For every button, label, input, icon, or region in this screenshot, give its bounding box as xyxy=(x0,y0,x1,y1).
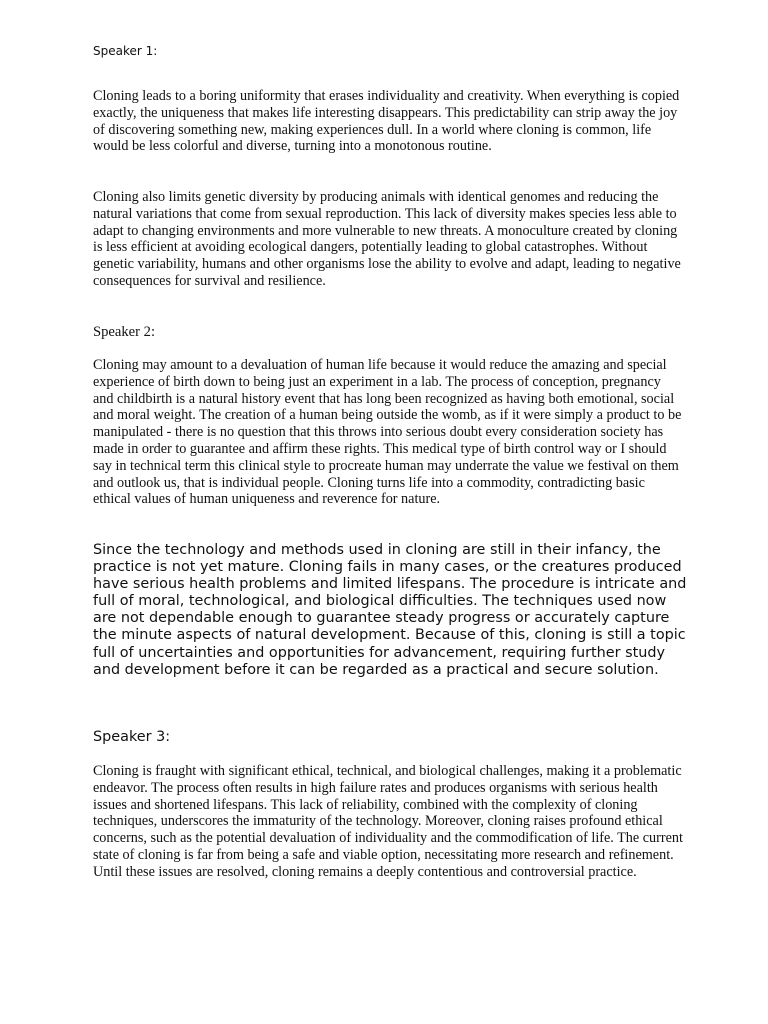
speaker-2-label: Speaker 2: xyxy=(93,324,156,340)
speaker-1-paragraph-2: Cloning also limits genetic diversity by producing animals with identical genomes and reducing the natural variations that come from sexual reproduction. This lack of diversity makes species less able to adapt to changing environments and more vulnerable to new threats. A monoculture created by cloning is less efficient at avoiding ecological dangers, potentially leading to global catastrophes. Without genetic variability, humans and other organisms lose the ability to evolve and adapt, leading to negative consequences for survival and resilience. xyxy=(93,189,681,289)
speaker-1-label: Speaker 1: xyxy=(93,44,158,58)
speaker-3-paragraph-1: Cloning is fraught with significant ethical, technical, and biological challenges, making it a problematic endeavor. The process often results in high failure rates and produces organisms with serious health issues and shortened lifespans. This lack of reliability, combined with the complexity of cloning techniques, underscores the immaturity of the technology. Moreover, cloning raises profound ethical concerns, such as the potential devaluation of individuality and the commodification of life. The current state of cloning is far from being a safe and viable option, necessitating more research and refinement. Until these issues are resolved, cloning remains a deeply contentious and controversial practice. xyxy=(93,763,683,880)
speaker-2-paragraph-2: Since the technology and methods used in cloning are still in their infancy, the practice is not yet mature. Cloning fails in many cases, or the creatures produced have serious health problems and limited lifespans. The procedure is intricate and full of moral, technological, and biological difficulties. The techniques used now are not dependable enough to guarantee steady progress or accurately capture the minute aspects of natural development. Because of this, cloning is still a topic full of uncertainties and opportunities for advancement, requiring further study and development before it can be regarded as a practical and secure solution. xyxy=(93,542,687,678)
speaker-2-paragraph-1: Cloning may amount to a devaluation of human life because it would reduce the amazing and special experience of birth down to being just an experiment in a lab. The process of conception, pregnancy and childbirth is a natural history event that has long been recognized as having both emotional, social and moral weight. The creation of a human being outside the womb, as if it were simply a product to be manipulated - there is no question that this throws into serious doubt every consideration society has made in order to guarantee and affirm these rights. This medical type of birth control way or I should say in technical term this clinical style to procreate human may underrate the value we festival on them and outlook us, that is individual people. Cloning turns life into a commodity, contradicting basic ethical values of human uniqueness and reverence for nature. xyxy=(93,357,682,508)
speaker-3-label: Speaker 3: xyxy=(93,729,171,745)
speaker-1-paragraph-1: Cloning leads to a boring uniformity that erases individuality and creativity. When everything is copied exactly, the uniqueness that makes life interesting disappears. This predictability can strip away the joy of discovering something new, making experiences dull. In a world where cloning is common, life would be less colorful and diverse, turning into a monotonous routine. xyxy=(93,88,680,155)
